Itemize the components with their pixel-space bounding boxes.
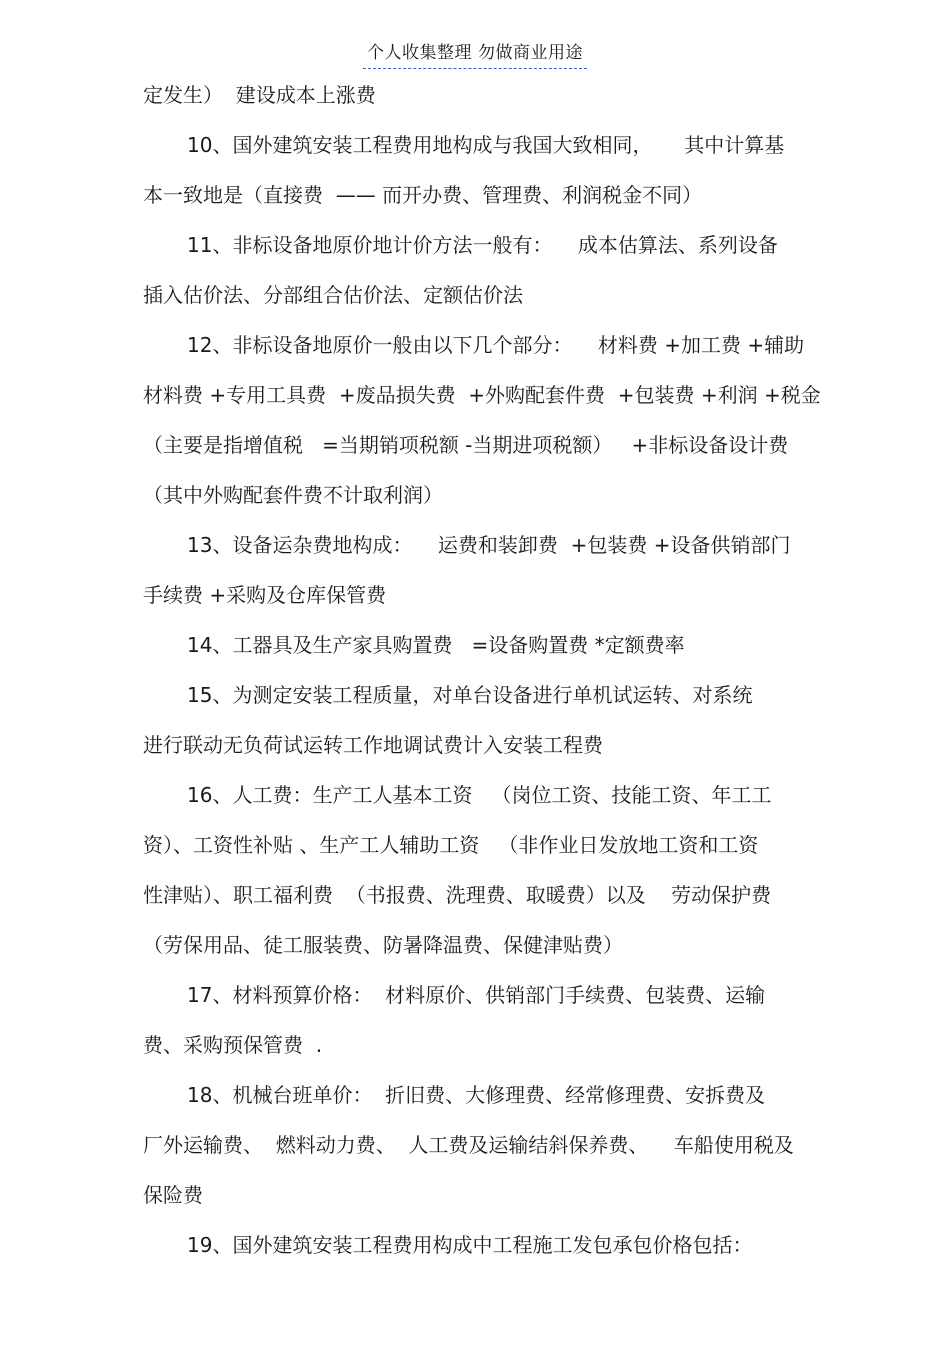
text-line: 定发生） 建设成本上涨费 [143,83,376,107]
text-line: 16、人工费：生产工人基本工资 （岗位工资、技能工资、年工工 [187,783,772,807]
text-line: 19、国外建筑安装工程费用构成中工程施工发包承包价格包括： [187,1233,753,1257]
text-line: 17、材料预算价格： 材料原价、供销部门手续费、包装费、运输 [187,983,766,1007]
header-watermark-text: 个人收集整理 勿做商业用途 [363,40,587,69]
text-line: 资）、工资性补贴 、生产工人辅助工资 （非作业日发放地工资和工资 [143,833,759,857]
text-line: 13、设备运杂费地构成： 运费和装卸费 +包装费 +设备供销部门 [187,533,791,557]
text-line: 厂外运输费、 燃料动力费、 人工费及运输结斜保养费、 车船使用税及 [143,1133,794,1157]
text-line: 材料费 +专用工具费 +废品损失费 +外购配套件费 +包装费 +利润 +税金 [143,383,821,407]
text-line: 保险费 [143,1183,203,1207]
text-line: 12、非标设备地原价一般由以下几个部分： 材料费 +加工费 +辅助 [187,333,805,357]
text-line: 18、机械台班单价： 折旧费、大修理费、经常修理费、安拆费及 [187,1083,766,1107]
text-line: 插入估价法、分部组合估价法、定额估价法 [143,283,523,307]
text-line: 10、国外建筑安装工程费用地构成与我国大致相同， 其中计算基 [187,133,785,157]
text-line: 本一致地是（直接费 —— 而开办费、管理费、利润税金不同） [143,183,703,207]
text-line: 11、非标设备地原价地计价方法一般有： 成本估算法、系列设备 [187,233,778,257]
text-line: 费、采购预保管费 . [143,1033,323,1057]
text-line: （其中外购配套件费不计取利润） [143,483,443,507]
text-line: 15、为测定安装工程质量，对单台设备进行单机试运转、对系统 [187,683,753,707]
text-line: （主要是指增值税 =当期销项税额 -当期进项税额） +非标设备设计费 [143,433,789,457]
text-line: 14、工器具及生产家具购置费 =设备购置费 *定额费率 [187,633,685,657]
text-line: 进行联动无负荷试运转工作地调试费计入安装工程费 [143,733,603,757]
text-line: 性津贴）、职工福利费 （书报费、洗理费、取暖费）以及 劳动保护费 [143,883,772,907]
text-line: 手续费 +采购及仓库保管费 [143,583,387,607]
text-line: （劳保用品、徒工服装费、防暑降温费、保健津贴费） [143,933,623,957]
